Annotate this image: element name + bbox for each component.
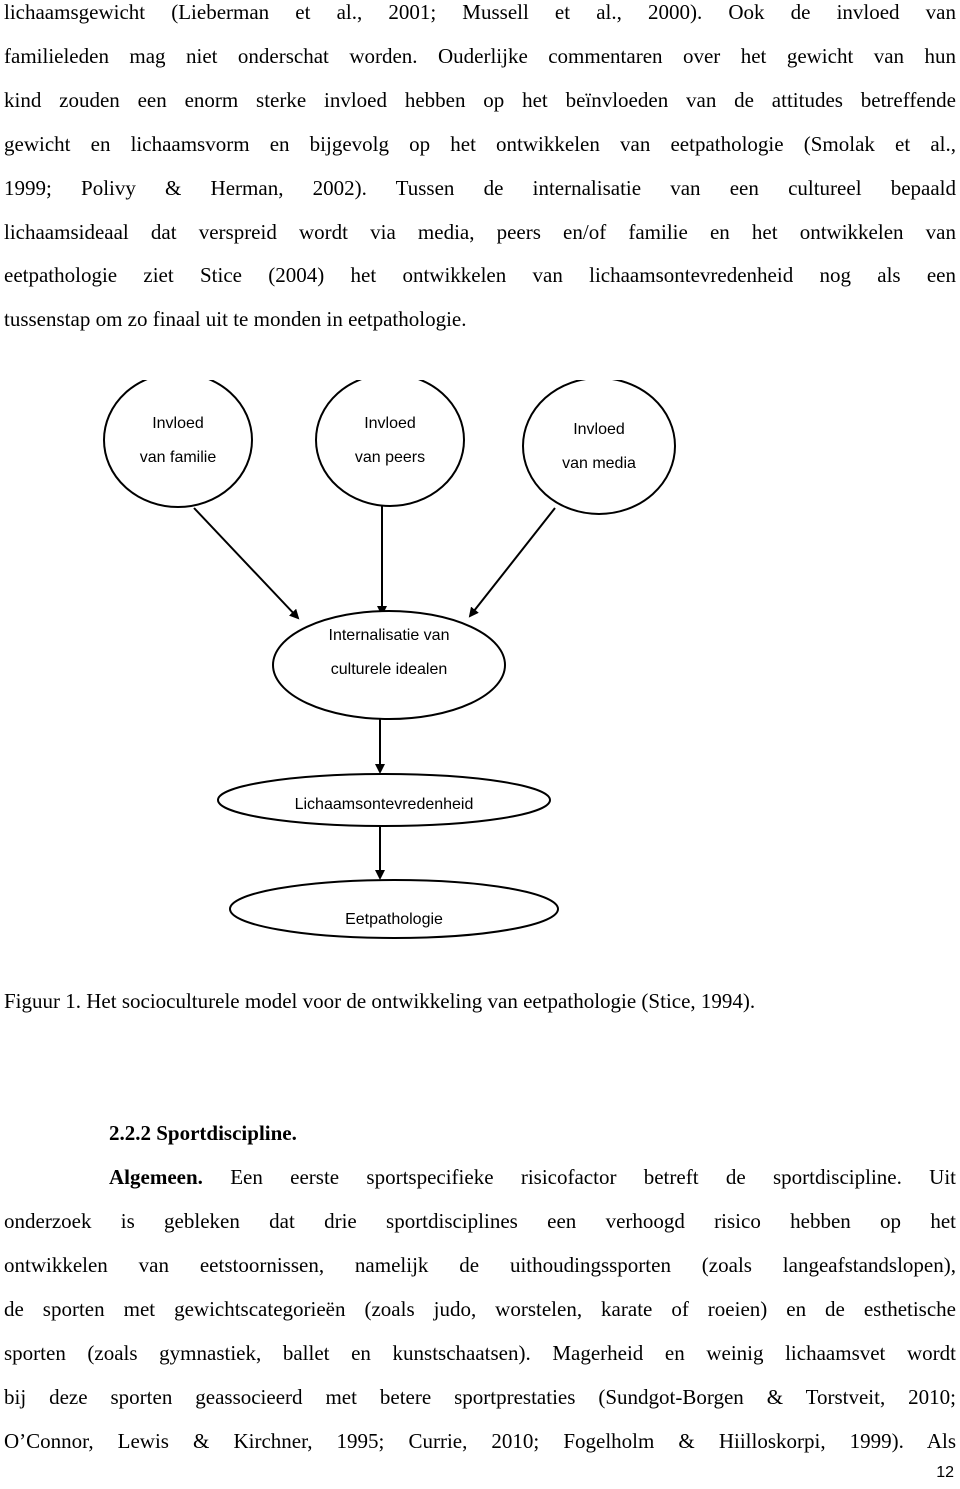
section-heading: 2.2.2 Sportdiscipline. (109, 1121, 297, 1145)
node-media-line2: van media (562, 455, 636, 472)
text-line: lichaamsgewicht (Lieberman et al., 2001; Mussell et al., 2000). Ook de invloed van (4, 0, 956, 24)
node-internalization-line1: Internalisatie van (328, 627, 450, 644)
text-line: onderzoek is gebleken dat drie sportdisciplines een verhoogd risico hebben op het (4, 1209, 956, 1233)
node-media-line1: Invloed (573, 421, 625, 438)
text-line: kind zouden een enorm sterke invloed hebben op het beïnvloeden van de attitudes betreffende (4, 88, 956, 112)
node-internalization (273, 611, 505, 719)
figure-caption: Figuur 1. Het socioculturele model voor de ontwikkeling van eetpathologie (Stice, 1994). (4, 989, 756, 1013)
text-line: O’Connor, Lewis & Kirchner, 1995; Currie, 2010; Fogelholm & Hiilloskorpi, 1999). Als (4, 1429, 956, 1453)
text-line: tussenstap om zo finaal uit te monden in eetpathologie. (4, 307, 467, 331)
page-number: 12 (936, 1464, 954, 1481)
text-line: gewicht en lichaamsvorm en bijgevolg op het ontwikkelen van eetpathologie (Smolak et al., (4, 132, 956, 156)
node-peers-line2: van peers (354, 449, 426, 466)
node-internalization-line2: culturele idealen (330, 661, 448, 678)
text-line: 1999; Polivy & Herman, 2002). Tussen de internalisatie van een cultureel bepaald (4, 176, 956, 200)
subsection-title: Algemeen. (109, 1165, 203, 1189)
subsection-first-line (109, 1165, 956, 1189)
node-family-line1: Invloed (152, 415, 204, 432)
arrow-media-to-internalization (470, 508, 555, 616)
node-pathology-label: Eetpathologie (345, 911, 443, 928)
node-pathology (230, 880, 558, 938)
text-line: familieleden mag niet onderschat worden. Ouderlijke commentaren over het gewicht van hun (4, 44, 956, 68)
node-peers (316, 380, 464, 506)
node-peers-line1: Invloed (364, 415, 416, 432)
node-dissatisfaction-label: Lichaamsontevredenheid (294, 796, 474, 813)
node-media (523, 380, 675, 514)
text-line: sporten (zoals gymnastiek, ballet en kunstschaatsen). Magerheid en weinig lichaamsvet wordt (4, 1341, 956, 1365)
node-family (104, 380, 252, 507)
arrow-family-to-internalization (194, 508, 298, 618)
node-dissatisfaction (218, 774, 550, 826)
sociocultural-model-diagram (0, 380, 960, 960)
node-family-line2: van familie (139, 449, 217, 466)
text-line: ontwikkelen van eetstoornissen, namelijk de uithoudingssporten (zoals langeafstandslopen), (4, 1253, 956, 1277)
text-line: bij deze sporten geassocieerd met betere sportprestaties (Sundgot-Borgen & Torstveit, 2010; (4, 1385, 956, 1409)
text-line: de sporten met gewichtscategorieën (zoals judo, worstelen, karate of roeien) en de esthetische (4, 1297, 956, 1321)
text-line: lichaamsideaal dat verspreid wordt via media, peers en/of familie en het ontwikkelen van (4, 220, 956, 244)
subsection-text: Een eerste sportspecifieke risicofactor betreft de sportdiscipline. Uit (202, 1165, 956, 1189)
text-line: eetpathologie ziet Stice (2004) het ontwikkelen van lichaamsontevredenheid nog als een (4, 263, 956, 287)
